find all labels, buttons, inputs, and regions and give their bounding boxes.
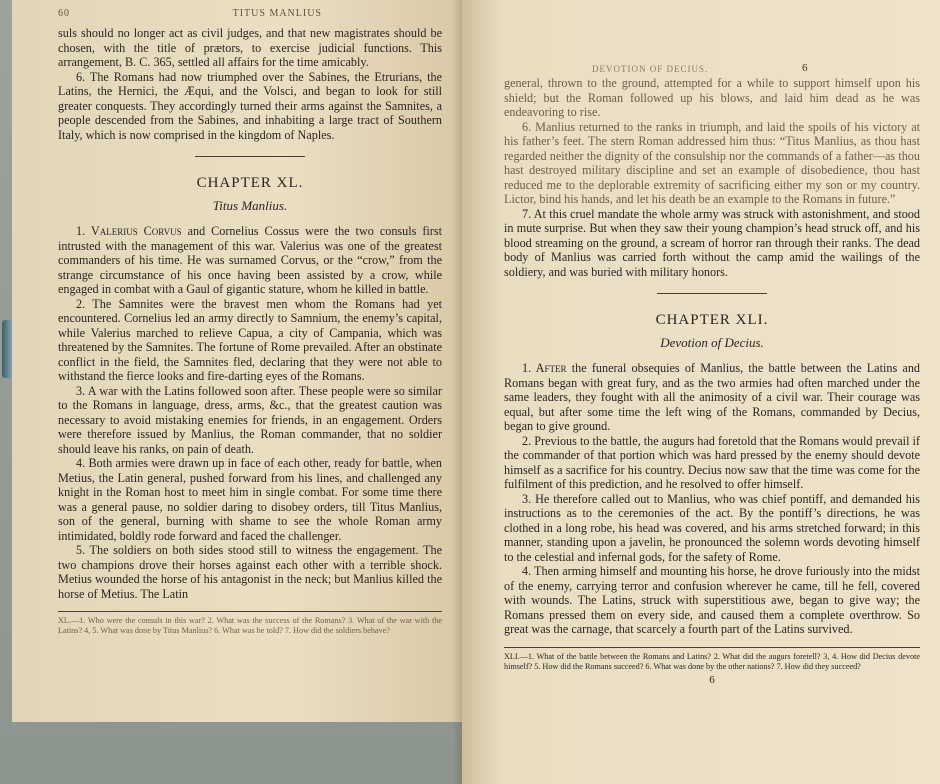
left-page	[12, 0, 464, 722]
paragraph-body: and Cornelius Cossus were the two consuls first intrusted with the management of this war. Valerius was one of the greatest commanders of his time. He was surnamed Corvus, or the “crow,” from the strange circumstance of his once having been assisted by a crow, while engaged in combat with a Gaul of gigantic stature, whom he killed in battle.	[58, 224, 442, 296]
chapter-paragraph: 3. He therefore called out to Manlius, who was chief pontiff, and demanded his instructions as to the ceremonies of the act. By the pontiff’s directions, he was clothed in a long robe, his head was covered, and his arms stretched forward; in this manner, standing upon a javelin, he pronounced the solemn words devoting himself to the celestial and infernal gods, for the safety of Rome.	[504, 491, 920, 564]
chapter-paragraph: 3. A war with the Latins followed soon after. These people were so similar to the Romans in language, dress, arms, &c., that the greatest caution was necessary to avoid mistaking enemies for friends, in an engagement. Orders were therefore issued by Manlius, the Roman commander, that no soldier should leave his ranks, on pain of death.	[58, 383, 442, 456]
left-intro-paragraph: suls should no longer act as civil judges, and that new magistrates should be chosen, with the title of prætors, to exercise judicial functions. This arrangement, B. C. 365, settled all affairs for the time amicably.	[58, 26, 442, 69]
footnote-rule	[58, 611, 442, 612]
footnote-rule	[504, 647, 920, 648]
right-running-head	[592, 62, 809, 74]
section-divider	[657, 293, 767, 294]
left-running-title: TITUS MANLIUS	[232, 8, 322, 19]
chapter-paragraph	[504, 361, 920, 434]
paragraph-lead: 1. Valerius Corvus	[76, 224, 182, 238]
chapter-paragraph: 5. The soldiers on both sides stood still to witness the engagement. The two champions drove their horses against each other with a terrible shock. Metius wounded the horse of his antagonist in the neck; but Manlius killed the horse of Metius. The Latin	[58, 543, 442, 601]
chapter-title: CHAPTER XLI.	[655, 312, 769, 328]
left-intro-paragraph: 6. The Romans had now triumphed over the Sabines, the Etrurians, the Latins, the Hernici, the Æqui, and the Volsci, and began to look for still greater conquests. They accordingly turned their arms against the Samnites, a people descended from the Sabines, and inhabiting a large tract of Southern Italy, which is now comprised in the kingdom of Naples.	[58, 69, 442, 142]
section-divider	[195, 156, 305, 157]
chapter-subtitle: Titus Manlius.	[212, 198, 288, 213]
signature-mark: 6	[709, 673, 715, 686]
left-running-head	[58, 8, 442, 26]
chapter-paragraph: 2. The Samnites were the bravest men whom the Romans had yet encountered. Cornelius led an army directly to Samnium, the enemy’s capital, while Valerius marched to relieve Capua, a city of Campania, which was threatened by the Samnites. The fortune of Rome prevailed. After an obstinate conflict in the field, the Samnites fled, declaring that they were not able to withstand the fierce looks and fire-darting eyes of the Romans.	[58, 296, 442, 383]
chapter-paragraph: 2. Previous to the battle, the augurs had foretold that the Romans would prevail if the commander of that portion which was hard pressed by the enemy should devote himself as a sacrifice for his country. Decius now saw that the time was come for the fulfilment of this prediction, and he resolved to offer himself.	[504, 433, 920, 491]
chapter-paragraph: 4. Both armies were drawn up in face of each other, ready for battle, when Metius, the Latin general, pushed forward from his lines, and challenged any knight in the Roman host to meet him in single combat. For some time there was a general pause, no soldier daring to disobey orders, till Titus Manlius, son of the general, burning with shame to see the whole Roman army intimidated, boldly rode forward and faced the challenger.	[58, 456, 442, 543]
right-running-title: DEVOTION OF DECIUS.	[592, 64, 709, 74]
study-questions: XLI.—1. What of the battle between the Romans and Latins? 2. What did the augurs foretell? 3, 4. How did Decius devote himself? 5. How did the Romans succeed? 6. What was done by the other nations? 7. How did they succeed?	[504, 651, 920, 671]
chapter-paragraph: 4. Then arming himself and mounting his horse, he drove furiously into the midst of the enemy, carrying terror and confusion wherever he came, till he fell, covered with wounds. The Latins, struck with superstitious awe, began to give way; the Romans pressed them on every side, and caused them a complete overthrow. So great was the carnage, that scarcely a fourth part of the Latins survived.	[504, 564, 920, 636]
paragraph-body: the funeral obsequies of Manlius, the battle between the Latins and Romans began with great fury, and as the two armies had often marched under the same leaders, they fought with all the animosity of a civil war. Their courage was equal, but after some time the left wing of the Romans, commanded by Decius, began to give ground.	[504, 361, 921, 433]
right-page-number: 6	[802, 62, 809, 74]
chapter-paragraph: 6. Manlius returned to the ranks in triumph, and laid the spoils of his victory at his father’s feet. The stern Roman addressed him thus: “Titus Manlius, as thou hast regarded neither the dignity of the consulship nor the commands of a father—as thou hast destroyed military discipline and set an example of disobedience, thou hast reduced me to the deplorable extremity of sacrificing either my son or my country. Lictor, bind his hands, and let his death be an example to the Romans in future.”	[504, 119, 920, 206]
chapter-title: CHAPTER XL.	[196, 175, 304, 191]
study-questions: XL.—1. Who were the consuls in this war? 2. What was the success of the Romans? 3. What of the war with the Latins? 4, 5. What was done by Titus Manlius? 6. What was he told? 7. How did the soldiers behave?	[58, 616, 442, 635]
chapter-paragraph	[58, 224, 442, 297]
right-page	[462, 0, 940, 784]
chapter-paragraph: general, thrown to the ground, attempted for a while to support himself upon his shield; but the Roman followed up his blows, and laid him dead as he was endeavoring to rise.	[504, 76, 920, 119]
chapter-paragraph: 7. At this cruel mandate the whole army was struck with astonishment, and stood in mute surprise. But when they saw their young champion’s head struck off, and his blood streaming on the ground, a scream of horror ran through their ranks. The dead body of Manlius was carried forth without the camp amid the wailings of the soldiery, and was buried with military honors.	[504, 206, 920, 279]
chapter-subtitle: Devotion of Decius.	[660, 335, 764, 350]
left-page-number: 60	[58, 8, 70, 19]
paragraph-lead: 1. After	[522, 361, 567, 375]
